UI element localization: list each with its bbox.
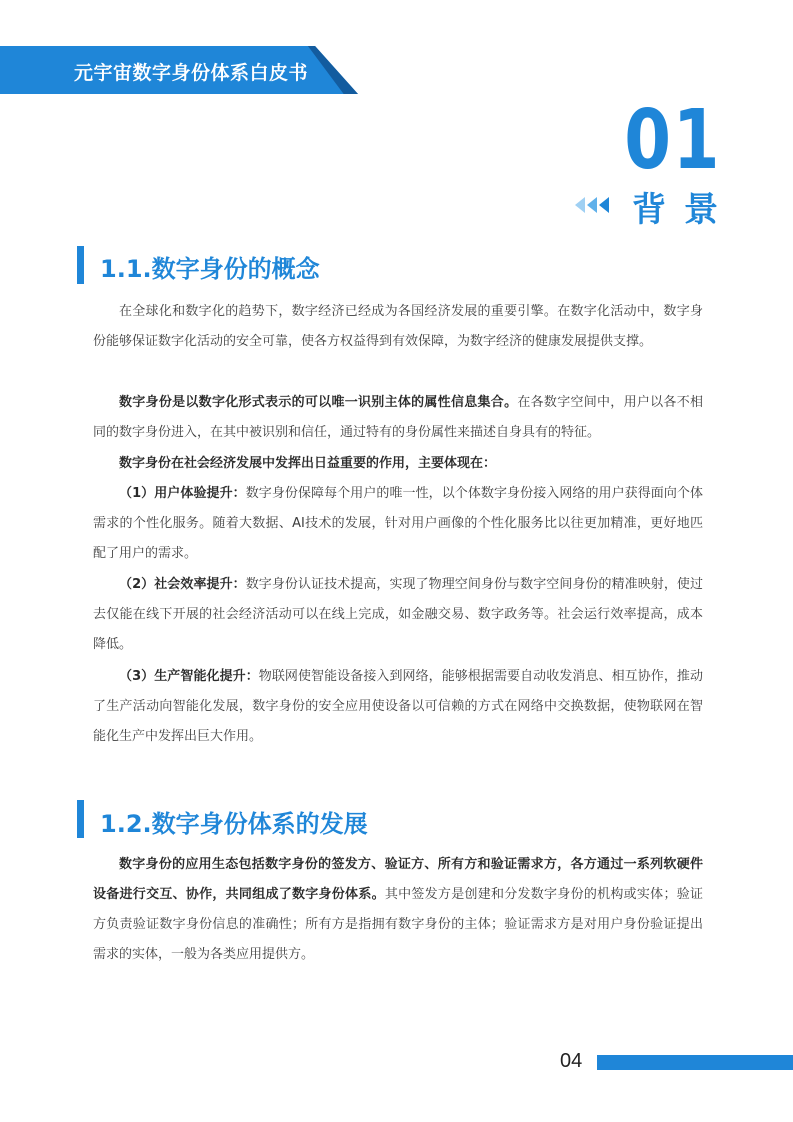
section-marker: [77, 800, 84, 838]
document-title: 元宇宙数字身份体系白皮书: [74, 62, 309, 84]
page-number: 04: [560, 1050, 583, 1072]
chevron-left-icon: [575, 195, 615, 215]
paragraph: [93, 479, 703, 569]
paragraph-emphasis: （2）社会效率提升：: [119, 577, 246, 592]
section-title: 1.2.数字身份体系的发展: [100, 810, 368, 838]
paragraph-emphasis: 数字身份在社会经济发展中发挥出日益重要的作用，主要体现在：: [119, 456, 497, 471]
paragraph-text: 在各数字空间中，用户以各不相同的数字身份进入，在其中被识别和信任，通过特有的身份属性来描述自身具有的特征。: [93, 395, 703, 440]
paragraph: [93, 388, 703, 448]
paragraph-emphasis: （1）用户体验提升：: [119, 486, 246, 501]
chapter-number: 01: [624, 93, 721, 188]
footer-bar: [597, 1055, 793, 1070]
section-title: 1.1.数字身份的概念: [100, 255, 320, 283]
paragraph: [93, 850, 703, 970]
paragraph-text: 其中签发方是创建和分发数字身份的机构或实体；验证方负责验证数字身份信息的准确性；所有方是指拥有数字身份的主体；验证需求方是对用户身份验证提出需求的实体，一般为各类应用提供方。: [93, 887, 703, 962]
chapter-title: 背景: [632, 190, 736, 230]
section-marker: [77, 246, 84, 284]
paragraph-text: 在全球化和数字化的趋势下，数字经济已经成为各国经济发展的重要引擎。在数字化活动中，数字身份能够保证数字化活动的安全可靠，使各方权益得到有效保障，为数字经济的健康发展提供支撑。: [93, 304, 703, 349]
paragraph-text: 数字身份认证技术提高，实现了物理空间身份与数字空间身份的精准映射，使过去仅能在线下开展的社会经济活动可以在线上完成，如金融交易、数字政务等。社会运行效率提高，成本降低。: [93, 577, 703, 652]
paragraph-text: 数字身份保障每个用户的唯一性，以个体数字身份接入网络的用户获得面向个体需求的个性化服务。随着大数据、AI技术的发展，针对用户画像的个性化服务比以往更加精准，更好地匹配了用户的需求。: [93, 486, 703, 561]
paragraph-text: 物联网使智能设备接入到网络，能够根据需要自动收发消息、相互协作，推动了生产活动向智能化发展，数字身份的安全应用使设备以可信赖的方式在网络中交换数据，使物联网在智能化生产中发挥出巨大作用。: [93, 669, 703, 744]
paragraph: [93, 297, 703, 357]
paragraph-emphasis: 数字身份的应用生态包括数字身份的签发方、验证方、所有方和验证需求方，各方通过一系列软硬件设备进行交互、协作，共同组成了数字身份体系。: [93, 857, 703, 902]
paragraph-emphasis: 数字身份是以数字化形式表示的可以唯一识别主体的属性信息集合。: [119, 395, 518, 410]
paragraph: [93, 662, 703, 752]
paragraph-emphasis: （3）生产智能化提升：: [119, 669, 259, 684]
paragraph: [93, 449, 703, 479]
paragraph: [93, 570, 703, 660]
